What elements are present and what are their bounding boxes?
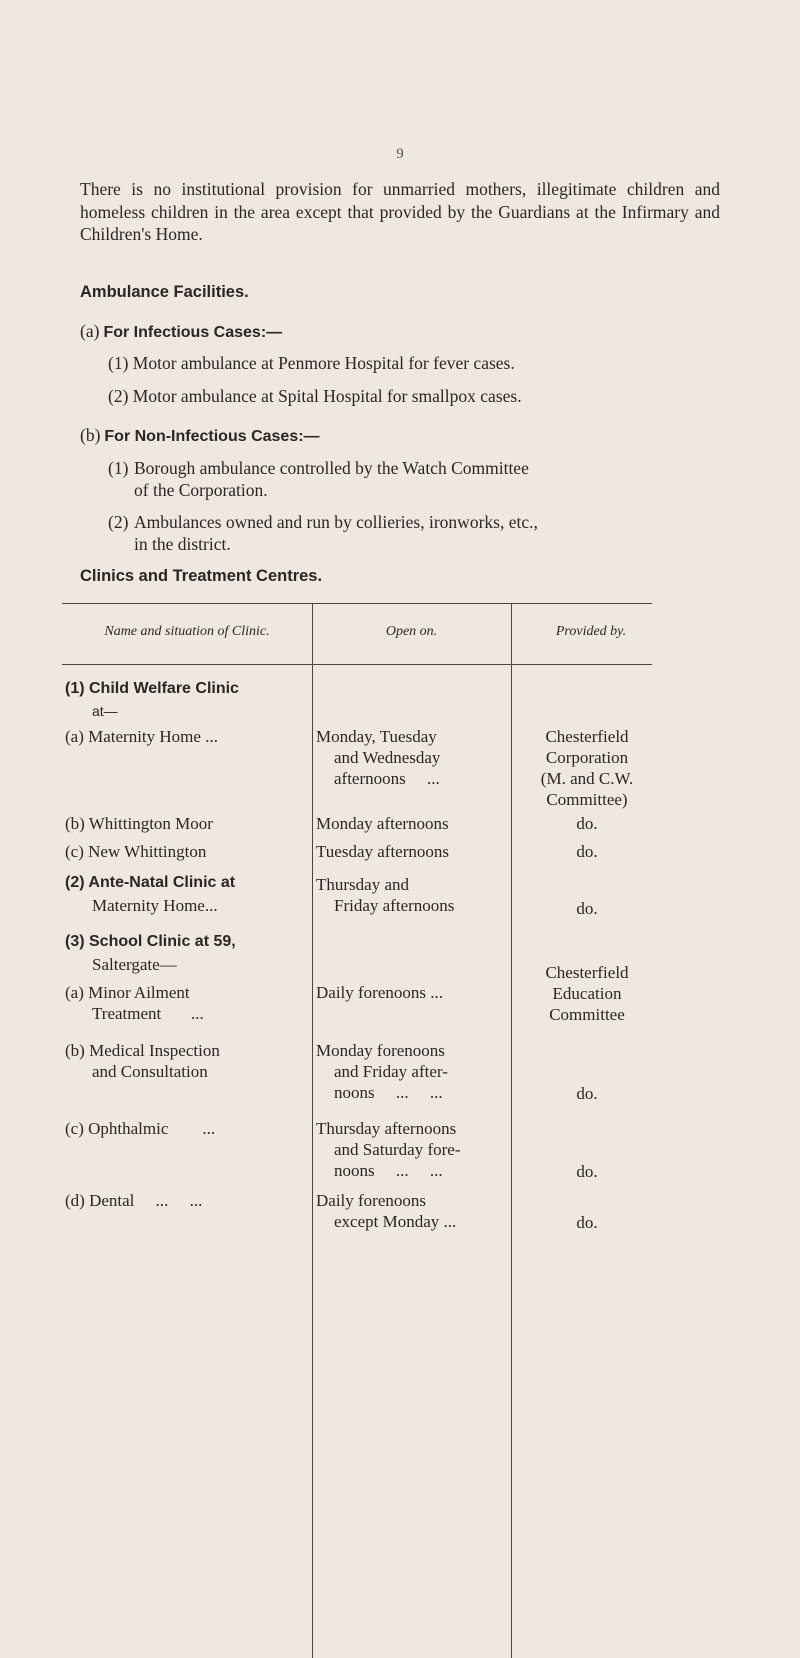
provided-by: Committee <box>549 1005 625 1024</box>
provided-by: do. <box>576 814 598 833</box>
clinic-name: (3) School Clinic at 59, <box>65 933 236 950</box>
infectious-title: For Infectious Cases:— <box>103 324 283 341</box>
clinics-heading: Clinics and Treatment Centres. <box>80 567 323 585</box>
non-infectious-item-line: in the district. <box>134 534 231 554</box>
clinic-name: (c) New Whittington <box>65 842 207 861</box>
provided-by: do. <box>576 842 598 861</box>
non-infectious-item-line: Borough ambulance controlled by the Watch Committee <box>134 458 529 478</box>
clinic-name: (c) Ophthalmic ... <box>65 1119 216 1138</box>
open-on: Friday afternoons <box>334 896 455 915</box>
infectious-cases-title <box>80 320 282 343</box>
non-infectious-item-line: of the Corporation. <box>134 480 268 500</box>
non-infectious-label: (b) <box>80 425 101 445</box>
provided-by: Corporation <box>545 748 629 767</box>
open-on: Daily forenoons ... <box>316 983 444 1002</box>
provided-by: do. <box>576 899 598 918</box>
non-infectious-item-number: (1) <box>108 458 129 478</box>
open-on: and Friday after- <box>334 1062 448 1081</box>
non-infectious-item-number: (2) <box>108 512 129 532</box>
provided-by: Committee) <box>546 790 628 809</box>
provided-by: do. <box>576 1084 598 1103</box>
open-on: Daily forenoons <box>316 1191 427 1210</box>
open-on: Thursday afternoons <box>316 1119 457 1138</box>
table-top-rule <box>62 603 652 604</box>
ambulance-heading: Ambulance Facilities. <box>80 283 249 301</box>
open-on: and Wednesday <box>334 748 441 767</box>
clinic-name: Treatment ... <box>92 1004 204 1023</box>
provided-by: (M. and C.W. <box>540 769 634 788</box>
open-on: Monday afternoons <box>316 814 449 833</box>
infectious-item <box>108 385 522 408</box>
non-infectious-item-line: Ambulances owned and run by collieries, ironworks, etc., <box>134 512 538 532</box>
provided-by: Chesterfield <box>545 727 629 746</box>
clinic-name: (b) Whittington Moor <box>65 814 213 833</box>
infectious-item <box>108 352 515 375</box>
open-on: noons ... ... <box>334 1083 443 1102</box>
open-on: Monday, Tuesday <box>316 727 437 746</box>
provided-by: Education <box>552 984 622 1003</box>
clinic-name: (b) Medical Inspection <box>65 1041 220 1060</box>
column-header-open: Open on. <box>385 624 438 639</box>
table-header-rule <box>62 664 652 665</box>
clinic-name: Saltergate— <box>92 955 177 974</box>
item-number: (1) <box>108 353 129 373</box>
open-on: noons ... ... <box>334 1161 443 1180</box>
provided-by: Chesterfield <box>545 963 629 982</box>
provided-by: do. <box>576 1213 598 1232</box>
provided-by: do. <box>576 1162 598 1181</box>
open-on: and Saturday fore- <box>334 1140 461 1159</box>
clinic-name: (a) Maternity Home ... <box>65 727 218 746</box>
clinic-name: (a) Minor Ailment <box>65 983 190 1002</box>
intro-paragraph: There is no institutional provision for unmarried mothers, illegitimate children and homeless children in the area except that provided by the Guardians at the Infirmary and Children's Home. <box>80 179 720 244</box>
item-number: (2) <box>108 386 129 406</box>
clinic-name: (1) Child Welfare Clinic <box>65 680 239 697</box>
column-divider <box>312 603 313 1658</box>
open-on: Monday forenoons <box>316 1041 445 1060</box>
non-infectious-title: For Non-Infectious Cases:— <box>104 428 320 445</box>
item-text: Motor ambulance at Penmore Hospital for fever cases. <box>132 353 515 373</box>
item-text: Motor ambulance at Spital Hospital for smallpox cases. <box>132 386 522 406</box>
open-on: afternoons ... <box>334 769 440 788</box>
open-on: Tuesday afternoons <box>316 842 449 861</box>
column-header-provided: Provided by. <box>555 624 627 639</box>
clinic-name: and Consultation <box>92 1062 208 1081</box>
open-on: Thursday and <box>316 875 410 894</box>
non-infectious-cases-title <box>80 424 320 447</box>
open-on: except Monday ... <box>334 1212 457 1231</box>
column-header-clinic: Name and situation of Clinic. <box>104 624 270 639</box>
clinic-name: Maternity Home... <box>92 896 218 915</box>
clinic-name: (d) Dental ... ... <box>65 1191 203 1210</box>
clinic-name: (2) Ante-Natal Clinic at <box>65 874 236 891</box>
page-number: 9 <box>396 146 404 162</box>
clinic-name: at— <box>92 703 118 719</box>
infectious-label: (a) <box>80 321 100 341</box>
